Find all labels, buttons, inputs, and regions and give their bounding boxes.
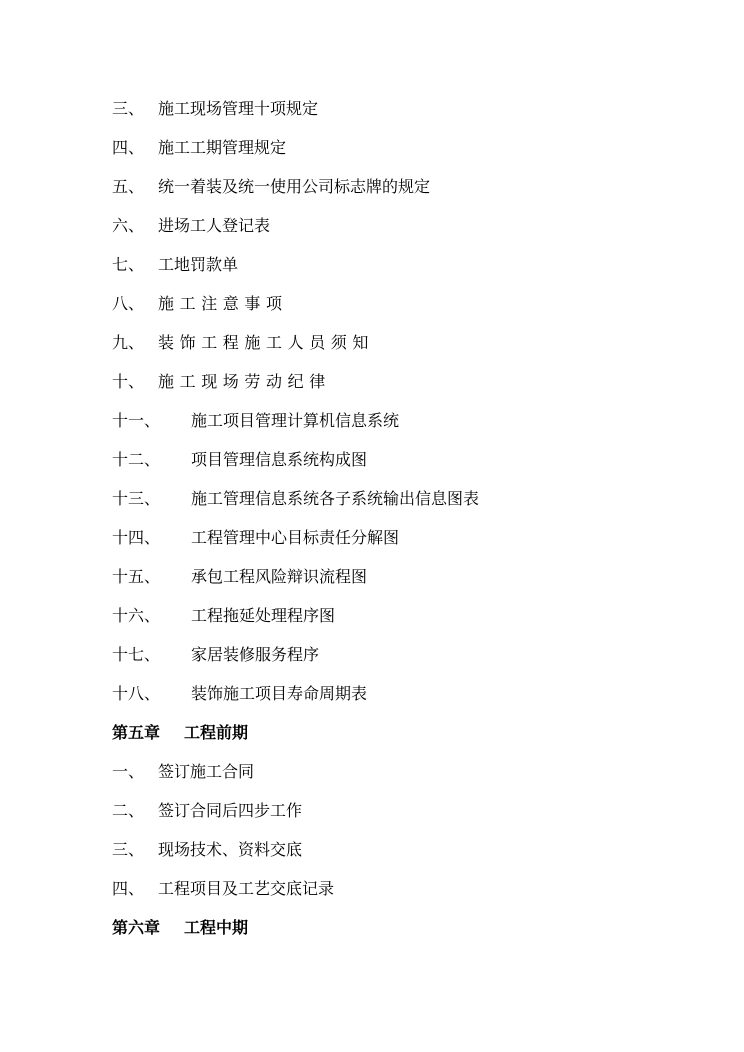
toc-item-text: 施工注意事项 <box>158 294 288 313</box>
toc-item-text: 工程项目及工艺交底记录 <box>158 879 335 898</box>
toc-item-text: 工程管理中心目标责任分解图 <box>191 528 400 547</box>
toc-item-text: 施工现场劳动纪律 <box>158 372 331 391</box>
toc-item-text: 现场技术、资料交底 <box>158 840 303 859</box>
toc-item-number: 十二、 <box>112 450 161 469</box>
toc-item-text: 工程拖延处理程序图 <box>191 606 336 625</box>
toc-item-number: 八、 <box>112 294 145 313</box>
toc-item-number: 十一、 <box>112 411 161 430</box>
toc-item-number: 一、 <box>112 762 145 781</box>
toc-item-number: 十六、 <box>112 606 161 625</box>
chapter-title: 工程中期 <box>184 918 249 937</box>
toc-item-number: 七、 <box>112 255 145 274</box>
toc-item-number: 九、 <box>112 333 145 352</box>
toc-item-number: 三、 <box>112 99 145 118</box>
toc-item-text: 承包工程风险辩识流程图 <box>191 567 368 586</box>
toc-item-text: 施工管理信息系统各子系统输出信息图表 <box>191 489 480 508</box>
toc-item-text: 工地罚款单 <box>158 255 239 274</box>
chapter-number: 第六章 <box>112 918 161 937</box>
toc-item-number: 六、 <box>112 216 145 235</box>
toc-item-text: 施工项目管理计算机信息系统 <box>191 411 400 430</box>
toc-item-text: 项目管理信息系统构成图 <box>191 450 368 469</box>
toc-item-text: 签订施工合同 <box>158 762 255 781</box>
toc-item-text: 统一着装及统一使用公司标志牌的规定 <box>158 177 431 196</box>
toc-item-text: 签订合同后四步工作 <box>158 801 303 820</box>
toc-item-number: 十七、 <box>112 645 161 664</box>
toc-item-number: 二、 <box>112 801 145 820</box>
toc-item-text: 施工工期管理规定 <box>158 138 287 157</box>
toc-item-number: 十五、 <box>112 567 161 586</box>
toc-item-number: 十八、 <box>112 684 161 703</box>
chapter-title: 工程前期 <box>184 723 249 742</box>
toc-item-number: 五、 <box>112 177 145 196</box>
toc-item-text: 施工现场管理十项规定 <box>158 99 319 118</box>
toc-item-number: 四、 <box>112 879 145 898</box>
toc-item-text: 家居装修服务程序 <box>191 645 320 664</box>
toc-item-text: 进场工人登记表 <box>158 216 271 235</box>
toc-item-number: 十四、 <box>112 528 161 547</box>
toc-item-text: 装饰工程施工人员须知 <box>158 333 375 352</box>
chapter-number: 第五章 <box>112 723 161 742</box>
toc-item-number: 十三、 <box>112 489 161 508</box>
toc-item-number: 四、 <box>112 138 145 157</box>
toc-item-number: 十、 <box>112 372 145 391</box>
toc-item-number: 三、 <box>112 840 145 859</box>
toc-item-text: 装饰施工项目寿命周期表 <box>191 684 368 703</box>
